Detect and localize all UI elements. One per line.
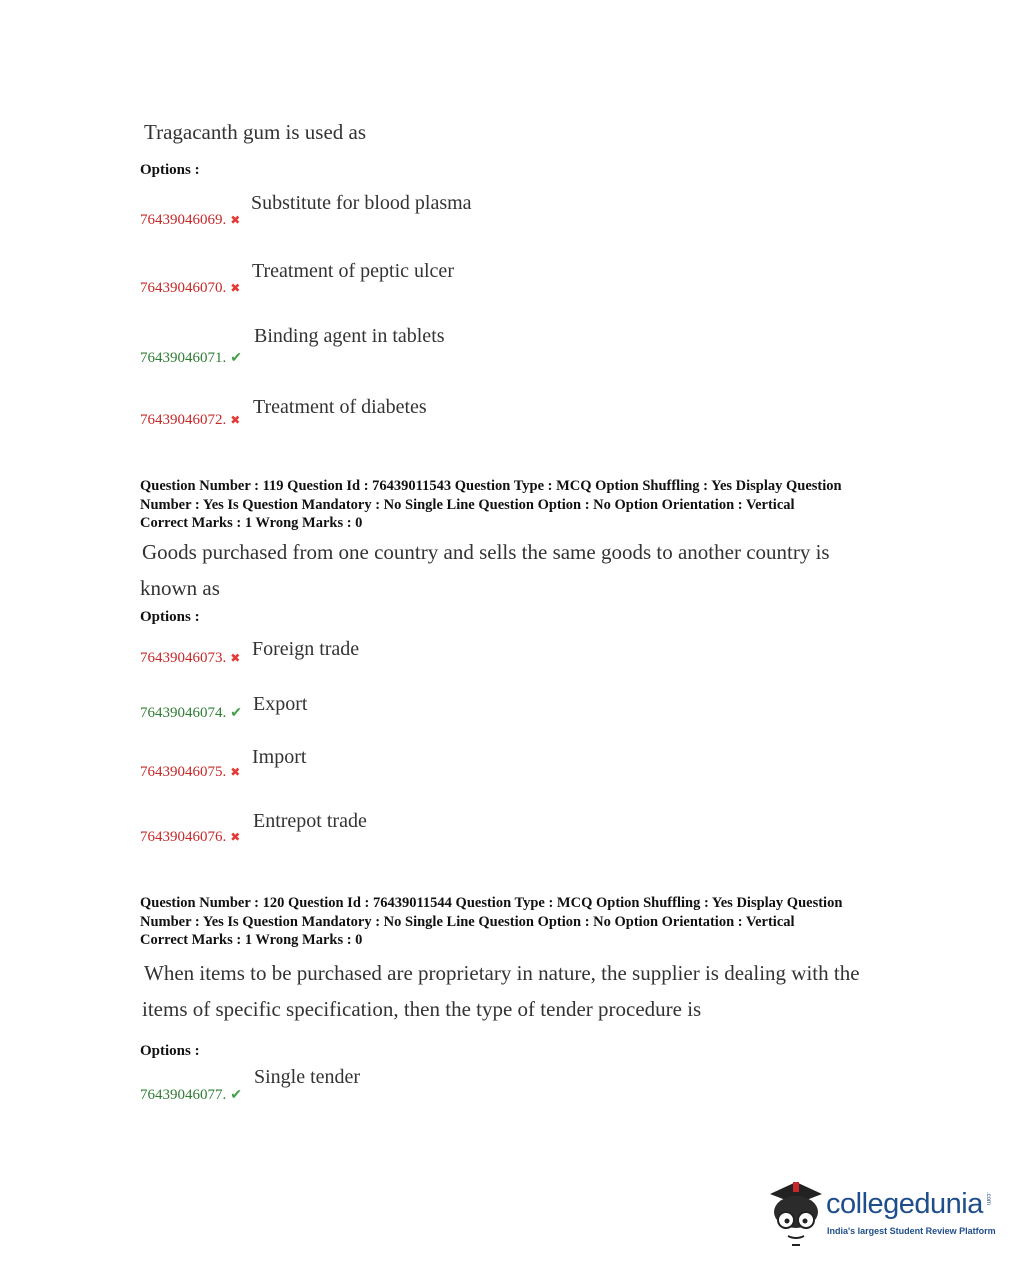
option-text: Treatment of peptic ulcer xyxy=(252,260,454,282)
option-id: 76439046076. ✖ xyxy=(140,829,241,845)
option-id: 76439046073. ✖ xyxy=(140,650,241,666)
options-label: Options : xyxy=(140,609,200,625)
marks-info: Correct Marks : 1 Wrong Marks : 0 xyxy=(140,515,363,531)
check-icon: ✔ xyxy=(230,1088,242,1103)
options-label: Options : xyxy=(140,1043,200,1059)
option-id: 76439046072. ✖ xyxy=(140,412,241,428)
option-text: Treatment of diabetes xyxy=(253,396,427,418)
option-text: Import xyxy=(252,746,307,768)
question-meta xyxy=(140,894,900,931)
cross-icon: ✖ xyxy=(230,213,241,227)
question-text: items of specific specification, then the type of tender procedure is xyxy=(142,997,702,1021)
cross-icon: ✖ xyxy=(230,413,241,427)
question-text: known as xyxy=(140,576,220,600)
option-id: 76439046077. ✔ xyxy=(140,1087,242,1103)
option-id: 76439046075. ✖ xyxy=(140,764,241,780)
check-icon: ✔ xyxy=(230,706,242,721)
meta-line: Number : Yes Is Question Mandatory : No Single Line Question Option : No Option Orientation : Vertical xyxy=(140,496,795,513)
cross-icon: ✖ xyxy=(230,765,241,779)
option-text: Export xyxy=(253,693,308,715)
option-id: 76439046070. ✖ xyxy=(140,280,241,296)
option-text: Substitute for blood plasma xyxy=(251,192,472,214)
option-id: 76439046069. ✖ xyxy=(140,212,241,228)
brand-tagline: India's largest Student Review Platform xyxy=(827,1226,996,1236)
question-meta xyxy=(140,477,900,514)
option-text: Foreign trade xyxy=(252,638,360,660)
question-text: Goods purchased from one country and sells the same goods to another country is xyxy=(142,540,830,564)
question-text: When items to be purchased are proprietary in nature, the supplier is dealing with the xyxy=(144,961,860,985)
question-text: Tragacanth gum is used as xyxy=(144,120,367,144)
brand-suffix: .com xyxy=(985,1192,991,1206)
cross-icon: ✖ xyxy=(230,651,241,665)
marks-info: Correct Marks : 1 Wrong Marks : 0 xyxy=(140,932,363,948)
option-text: Binding agent in tablets xyxy=(254,325,445,347)
collegedunia-logo xyxy=(766,1178,996,1248)
cross-icon: ✖ xyxy=(230,281,241,295)
option-text: Entrepot trade xyxy=(253,810,367,832)
check-icon: ✔ xyxy=(230,351,242,366)
meta-line: Question Number : 119 Question Id : 76439011543 Question Type : MCQ Option Shuffling : Yes Display Question xyxy=(140,478,842,494)
option-text: Single tender xyxy=(254,1066,361,1088)
mascot-icon xyxy=(766,1178,826,1248)
option-id: 76439046071. ✔ xyxy=(140,350,242,366)
option-id: 76439046074. ✔ xyxy=(140,705,242,721)
brand-name: collegedunia xyxy=(826,1188,983,1220)
options-label: Options : xyxy=(140,162,200,178)
cross-icon: ✖ xyxy=(230,830,241,844)
meta-line: Question Number : 120 Question Id : 76439011544 Question Type : MCQ Option Shuffling : Yes Display Question xyxy=(140,895,843,911)
meta-line: Number : Yes Is Question Mandatory : No Single Line Question Option : No Option Orientation : Vertical xyxy=(140,913,795,930)
